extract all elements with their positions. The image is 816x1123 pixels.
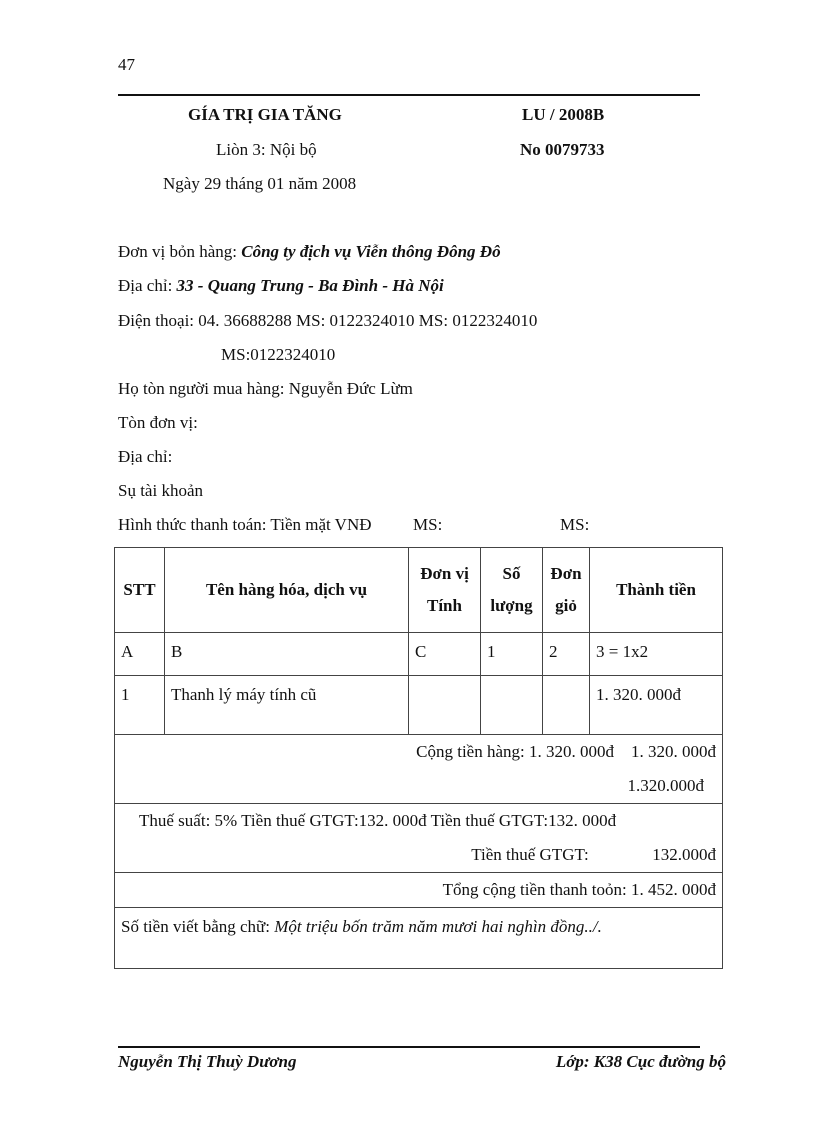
invoice-copy: Liòn 3: Nội bộ: [216, 140, 317, 159]
footer-author: Nguyễn Thị Thuỳ Dương: [118, 1052, 297, 1071]
subtotal-value: 1.320.000đ: [627, 776, 704, 795]
seller-address: [118, 276, 444, 296]
seller-unit-value: Công ty địch vụ Viễn thông Đông Đô: [241, 242, 501, 261]
seller-address-label: Địa chỉ:: [118, 276, 173, 295]
footer-rule: [118, 1046, 700, 1048]
buyer-name: Họ tòn người mua hàng: Nguyễn Đức Lừm: [118, 379, 413, 398]
code-price: 2: [543, 633, 590, 676]
invoice-serial: LU / 2008B: [522, 105, 605, 124]
payment-method: Hình thức thanh toán: Tiền mặt VNĐ: [118, 515, 372, 534]
item-price: [543, 676, 590, 735]
item-name: Thanh lý máy tính cũ: [165, 676, 409, 735]
subtotal-line: Cộng tiền hàng: 1. 320. 000đ 1. 320. 000đ: [416, 742, 716, 761]
page-number: 47: [118, 55, 135, 74]
invoice-table: [114, 547, 723, 969]
header-unit: [409, 548, 481, 633]
tax-rate-line: Thuế suất: 5% Tiền thuế GTGT:132. 000đ Tiền thuế GTGT:132. 000đ: [139, 811, 617, 830]
code-stt: A: [115, 633, 165, 676]
buyer-unit: Tòn đơn vị:: [118, 413, 198, 432]
tax-amount-label: Tiền thuế GTGT:: [471, 845, 589, 864]
seller-ms: MS:0122324010: [221, 345, 336, 364]
item-stt: 1: [115, 676, 165, 735]
payment-ms-a: MS:: [413, 515, 443, 534]
tax-amount-line: [121, 838, 716, 872]
seller-unit-label: Đơn vị bỏn hàng:: [118, 242, 238, 261]
tax-row: [115, 804, 723, 873]
header-rule: [118, 94, 700, 96]
item-unit: [409, 676, 481, 735]
invoice-title: GÍA TRỊ GIA TĂNG: [188, 105, 342, 124]
amount-in-words-cell: [115, 908, 723, 969]
header-qty: [481, 548, 543, 633]
code-qty: 1: [481, 633, 543, 676]
seller-phone: Điện thoại: 04. 36688288 MS: 0122324010 MS: 0122324010: [118, 311, 538, 330]
table-row: [115, 633, 723, 676]
subtotal-row: [115, 735, 723, 804]
code-unit: C: [409, 633, 481, 676]
header-stt: STT: [115, 548, 165, 633]
header-name: Tên hàng hóa, dịch vụ: [165, 548, 409, 633]
header-amount: Thành tiền: [590, 548, 723, 633]
subtotal-cell: [115, 735, 723, 804]
item-qty: [481, 676, 543, 735]
tax-cell: [115, 804, 723, 873]
code-name: B: [165, 633, 409, 676]
header-price: [543, 548, 590, 633]
seller-unit: [118, 242, 501, 262]
code-amount: 3 = 1x2: [590, 633, 723, 676]
buyer-address: Địa chỉ:: [118, 447, 173, 466]
table-row: [115, 676, 723, 735]
header-qty-line2: lượng: [490, 596, 533, 615]
amount-in-words-label: Số tiền viết bằng chữ:: [121, 917, 270, 936]
header-price-line2: giỏ: [555, 596, 577, 615]
total-row: [115, 873, 723, 908]
item-amount: 1. 320. 000đ: [590, 676, 723, 735]
payment-ms-b: MS:: [560, 515, 590, 534]
header-unit-line1: Đơn vị: [420, 564, 469, 583]
seller-address-value: 33 - Quang Trung - Ba Đình - Hà Nội: [176, 276, 444, 295]
buyer-account: Sụ tài khoản: [118, 481, 203, 500]
header-qty-line1: Số: [502, 564, 521, 583]
table-header-row: [115, 548, 723, 633]
tax-amount-value: 132.000đ: [652, 845, 716, 864]
invoice-date: Ngày 29 tháng 01 năm 2008: [163, 174, 357, 193]
amount-in-words-row: [115, 908, 723, 969]
invoice-number: No 0079733: [520, 140, 605, 159]
footer-class: Lớp: K38 Cục đường bộ: [555, 1052, 726, 1071]
header-price-line1: Đơn: [550, 564, 582, 583]
total-line: Tổng cộng tiền thanh toỏn: 1. 452. 000đ: [115, 873, 723, 908]
amount-in-words-value: Một triệu bốn trăm năm mươi hai nghìn đồng../.: [274, 917, 602, 936]
header-unit-line2: Tính: [427, 596, 462, 615]
